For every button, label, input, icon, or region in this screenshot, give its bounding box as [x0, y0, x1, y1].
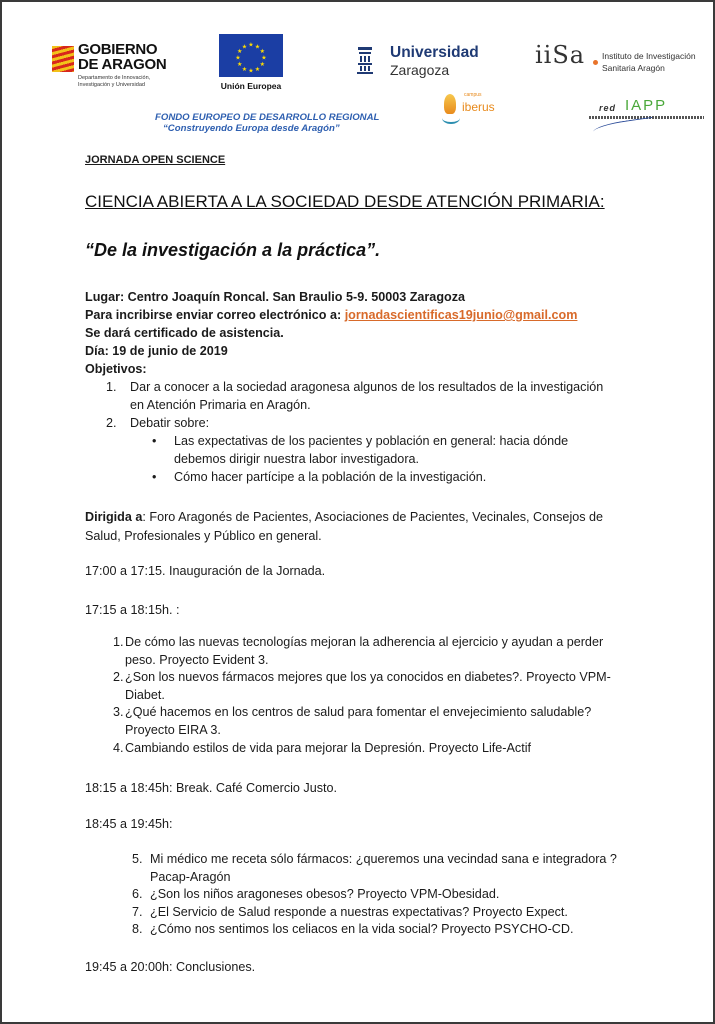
rediapp-name: IAPP — [625, 97, 668, 114]
talk-text: ¿Son los niños aragoneses obesos? Proyecto VPM-Obesidad. — [150, 887, 500, 902]
union-europea-logo — [219, 32, 289, 92]
certificate-text: Se dará certificado de asistencia. — [85, 326, 284, 340]
talk-number: 2. — [113, 670, 124, 685]
wave-icon — [442, 112, 460, 124]
audience-text: : Foro Aragonés de Pacientes, Asociaciones de Pacientes, Vecinales, Consejos de Salud, Profesionales y Público en general. — [85, 510, 604, 543]
eu-flag-icon — [219, 34, 283, 77]
page-title: CIENCIA ABIERTA A LA SOCIEDAD DESDE ATENCIÓN PRIMARIA: — [85, 192, 605, 211]
talk-item — [132, 904, 652, 922]
registration-email-link[interactable]: jornadascientificas19junio@gmail.com — [344, 308, 578, 322]
schedule-block2-list — [132, 851, 652, 939]
talk-text: Cambiando estilos de vida para mejorar la Depresión. Proyecto Life-Actif — [125, 740, 531, 755]
iberus-name: iberus — [462, 100, 495, 114]
event-info — [85, 288, 685, 378]
objective-number: 1. — [106, 380, 117, 394]
talk-text: ¿El Servicio de Salud responde a nuestras expectativas? Proyecto Expect. — [150, 904, 568, 919]
talk-number: 3. — [113, 705, 124, 720]
talk-item — [113, 669, 633, 704]
talk-number: 8. — [132, 922, 143, 937]
aragon-logo-subtitle: Departamento de Innovación, Investigación y Universidad — [78, 75, 151, 88]
registration-line — [85, 306, 685, 324]
talk-item — [132, 921, 652, 939]
objective-text: Dar a conocer a la sociedad aragonesa algunos de los resultados de la investigación en Atención Primaria en Aragón. — [130, 380, 604, 412]
eu-star-icon: ★ — [237, 62, 243, 69]
iberus-small-label: campus — [464, 92, 482, 98]
eu-star-icon: ★ — [241, 66, 248, 73]
eu-star-icon: ★ — [241, 44, 248, 51]
eu-star-icon: ★ — [259, 62, 265, 69]
bullet-icon: • — [152, 434, 157, 448]
talk-text: Mi médico me receta sólo fármacos: ¿queremos una vecindad sana e integradora ? Pacap-Aragón — [150, 852, 617, 884]
iisa-dot-icon — [593, 60, 598, 65]
audience-label: Dirigida a — [85, 510, 143, 524]
eu-star-icon: ★ — [254, 66, 261, 73]
objective-number: 2. — [106, 416, 117, 430]
eu-star-icon: ★ — [237, 49, 243, 56]
page-subtitle: “De la investigación a la práctica”. — [85, 240, 381, 260]
objective-item — [106, 414, 616, 432]
rediapp-logo — [579, 98, 709, 134]
event-kicker: JORNADA OPEN SCIENCE — [85, 154, 226, 166]
eu-logo-label: Unión Europea — [220, 81, 282, 91]
university-building-icon — [357, 46, 373, 76]
gobierno-aragon-logo — [52, 42, 170, 94]
eu-star-icon: ★ — [248, 42, 254, 49]
debate-topic-item — [150, 468, 616, 486]
flame-icon — [444, 94, 456, 114]
eu-star-icon: ★ — [259, 49, 265, 56]
bullet-icon: • — [152, 470, 157, 484]
talk-number: 1. — [113, 635, 124, 649]
talk-number: 6. — [132, 887, 143, 902]
schedule-block2-time: 18:45 a 19:45h: — [85, 817, 173, 831]
eu-star-icon: ★ — [235, 55, 241, 62]
schedule-opening: 17:00 a 17:15. Inauguración de la Jornada. — [85, 564, 326, 578]
objective-text: Debatir sobre: — [130, 416, 210, 430]
talk-number: 7. — [132, 904, 143, 919]
audience-paragraph — [85, 508, 625, 546]
objectives-label: Objetivos: — [85, 362, 147, 376]
aragon-flag-icon — [52, 46, 74, 72]
rediapp-red-label: red — [599, 103, 617, 113]
aragon-logo-line1: GOBIERNO — [78, 41, 158, 58]
objectives-list — [106, 378, 616, 486]
iisa-logo-line1: Instituto de Investigación — [602, 51, 696, 61]
talk-item — [132, 886, 652, 904]
talk-item — [113, 634, 633, 669]
iisa-logo — [535, 38, 710, 88]
talk-item — [113, 704, 633, 739]
iisa-logo-mark: iiSa — [535, 41, 586, 69]
talk-number: 5. — [132, 852, 143, 866]
date-text: Día: 19 de junio de 2019 — [85, 344, 228, 358]
campus-iberus-logo — [442, 90, 512, 128]
feder-line1: FONDO EUROPEO DE DESARROLLO REGIONAL — [155, 112, 380, 123]
talk-number: 4. — [113, 740, 124, 755]
debate-topic-item — [150, 432, 616, 468]
talk-text: ¿Son los nuevos fármacos mejores que los ya conocidos en diabetes?. Proyecto VPM-Diabet. — [125, 670, 611, 702]
universidad-zaragoza-logo — [357, 44, 487, 84]
talk-item — [132, 851, 652, 886]
venue-text: Lugar: Centro Joaquín Roncal. San Braulio 5-9. 50003 Zaragoza — [85, 290, 466, 304]
schedule-block1-time: 17:15 a 18:15h. : — [85, 603, 180, 617]
rediapp-swoosh-icon — [593, 117, 654, 136]
feder-caption — [155, 112, 379, 134]
talk-item — [113, 740, 633, 758]
eu-star-icon: ★ — [248, 68, 254, 75]
feder-line2: “Construyendo Europa desde Aragón” — [163, 123, 340, 134]
unizar-logo-line1: Universidad — [390, 44, 479, 61]
debate-topic-text: Cómo hacer partícipe a la población de la investigación. — [174, 470, 487, 484]
iisa-logo-line2: Sanitaria Aragón — [602, 63, 665, 73]
talk-text: De cómo las nuevas tecnologías mejoran la adherencia al ejercicio y ayudan a perder peso. Proyecto Evident 3. — [125, 635, 604, 667]
schedule-block1-list — [113, 634, 633, 757]
eu-star-icon: ★ — [261, 55, 267, 62]
talk-text: ¿Cómo nos sentimos los celiacos en la vida social? Proyecto PSYCHO-CD. — [150, 922, 574, 937]
schedule-conclusions: 19:45 a 20:00h: Conclusiones. — [85, 960, 256, 974]
schedule-break: 18:15 a 18:45h: Break. Café Comercio Justo. — [85, 781, 338, 795]
debate-topics-list — [106, 432, 616, 486]
eu-star-icon: ★ — [254, 44, 261, 51]
registration-label: Para incribirse enviar correo electrónico a: — [85, 308, 345, 322]
talk-text: ¿Qué hacemos en los centros de salud para fomentar el envejecimiento saludable? Proyecto EIRA 3. — [125, 705, 592, 737]
aragon-logo-line2: DE ARAGON — [78, 56, 167, 73]
unizar-logo-line2: Zaragoza — [390, 62, 450, 78]
objective-item — [106, 378, 616, 414]
debate-topic-text: Las expectativas de los pacientes y población en general: hacia dónde debemos dirigir nuestra labor investigadora. — [174, 434, 569, 466]
